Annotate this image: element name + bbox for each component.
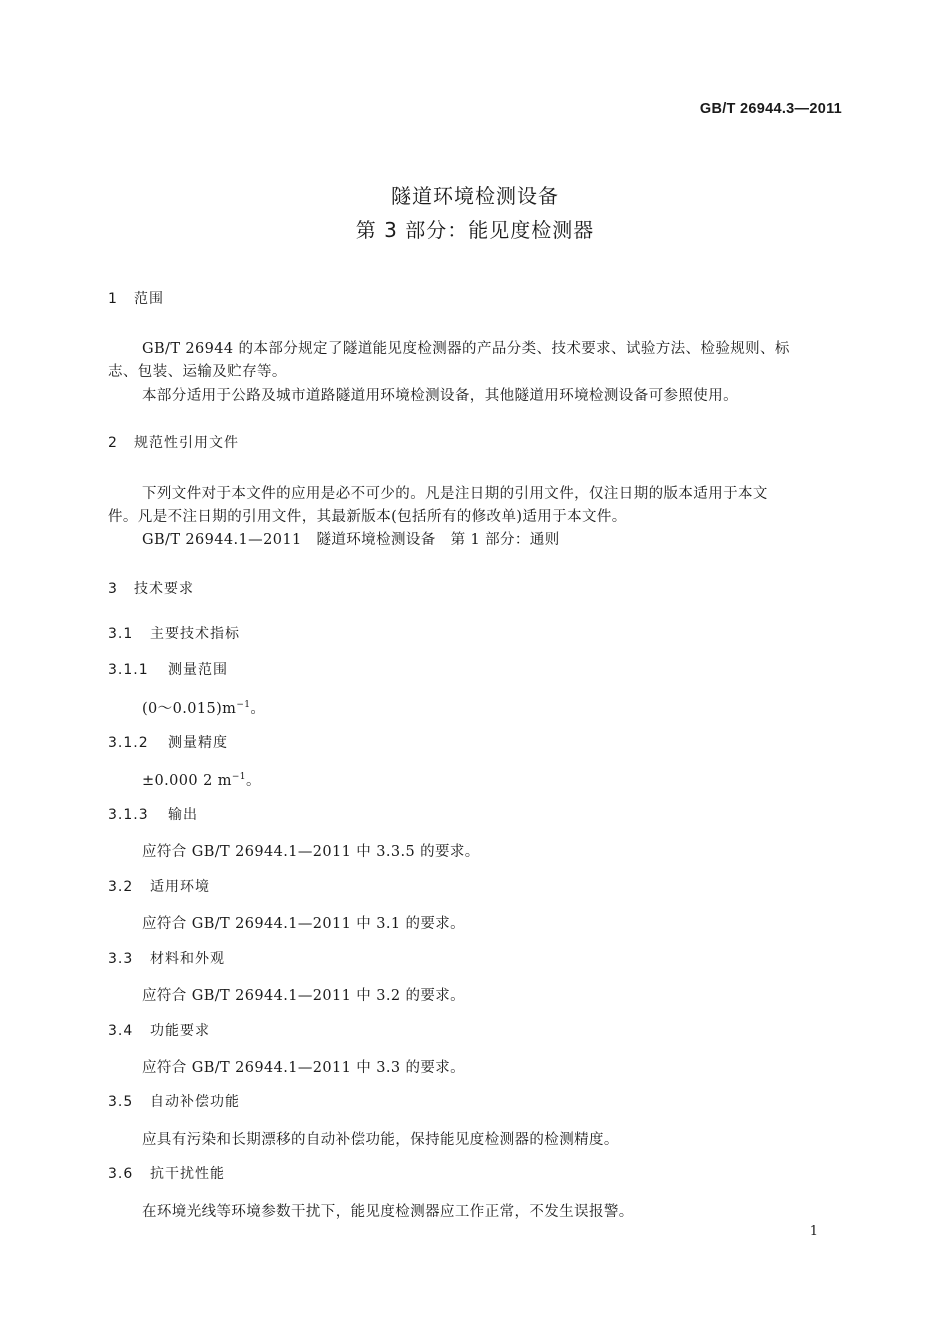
section-title: 主要技术指标 (150, 626, 240, 642)
section-3-4-heading (108, 1020, 210, 1040)
section-3-3-heading (108, 948, 225, 968)
section-3-3-text: 应符合 GB/T 26944.1—2011 中 3.2 的要求。 (142, 988, 466, 1004)
value-end: 。 (250, 701, 266, 717)
section-3-1-1-heading (108, 659, 228, 679)
value-end: 。 (245, 773, 261, 789)
section-number: 3 (108, 581, 118, 597)
section-number: 3.1.1 (108, 662, 149, 678)
section-2-para-1-line-2: 件。凡是不注日期的引用文件，其最新版本(包括所有的修改单)适用于本文件。 (108, 509, 627, 525)
section-3-6-text: 在环境光线等环境参数干扰下，能见度检测器应工作正常，不发生误报警。 (142, 1204, 634, 1220)
section-number: 3.2 (108, 879, 134, 895)
section-title: 抗干扰性能 (150, 1166, 225, 1182)
value-main: (0～0.015)m (142, 701, 237, 717)
section-3-1-3-text: 应符合 GB/T 26944.1—2011 中 3.3.5 的要求。 (142, 844, 480, 860)
section-3-6-heading (108, 1163, 225, 1183)
section-title: 范围 (134, 291, 164, 307)
section-number: 1 (108, 291, 118, 307)
normative-reference: GB/T 26944.1—2011 隧道环境检测设备 第 1 部分：通则 (142, 532, 560, 548)
section-number: 3.3 (108, 951, 134, 967)
section-number: 3.4 (108, 1023, 134, 1039)
value-exponent: −1 (236, 700, 251, 710)
section-title: 功能要求 (150, 1023, 210, 1039)
page-number: 1 (809, 1224, 818, 1239)
section-3-1-heading (108, 623, 240, 643)
section-1-heading (108, 288, 164, 308)
section-number: 3.5 (108, 1094, 134, 1110)
section-number: 3.1.3 (108, 807, 149, 823)
section-3-2-text: 应符合 GB/T 26944.1—2011 中 3.1 的要求。 (142, 916, 466, 932)
section-3-5-heading (108, 1091, 240, 1111)
document-title-line1: 隧道环境检测设备 (391, 184, 559, 208)
section-number: 3.6 (108, 1166, 134, 1182)
section-1-para-1-line-1: GB/T 26944 的本部分规定了隧道能见度检测器的产品分类、技术要求、试验方法、检验规则、标 (142, 341, 790, 357)
section-number: 3.1 (108, 626, 134, 642)
value-exponent: −1 (231, 772, 246, 782)
section-1-para-1-line-2: 志、包装、运输及贮存等。 (108, 364, 287, 380)
standard-code: GB/T 26944.3—2011 (699, 101, 842, 117)
section-title: 测量范围 (168, 662, 228, 678)
section-2-para-1-line-1: 下列文件对于本文件的应用是必不可少的。凡是注日期的引用文件，仅注日期的版本适用于本文 (142, 486, 768, 502)
section-title: 规范性引用文件 (134, 435, 239, 451)
document-title-line2: 第 3 部分：能见度检测器 (355, 218, 595, 242)
section-title: 材料和外观 (150, 951, 225, 967)
value-main: ±0.000 2 m (142, 773, 232, 789)
section-1-para-2: 本部分适用于公路及城市道路隧道用环境检测设备，其他隧道用环境检测设备可参照使用。 (142, 388, 738, 404)
section-title: 自动补偿功能 (150, 1094, 240, 1110)
section-number: 2 (108, 435, 118, 451)
section-3-heading (108, 578, 194, 598)
section-3-5-text: 应具有污染和长期漂移的自动补偿功能，保持能见度检测器的检测精度。 (142, 1132, 619, 1148)
section-3-4-text: 应符合 GB/T 26944.1—2011 中 3.3 的要求。 (142, 1060, 466, 1076)
section-title: 输出 (168, 807, 198, 823)
section-3-1-3-heading (108, 804, 198, 824)
section-2-heading (108, 432, 239, 452)
section-3-2-heading (108, 876, 210, 896)
section-3-1-2-heading (108, 732, 228, 752)
section-number: 3.1.2 (108, 735, 149, 751)
measurement-range-value (142, 697, 265, 718)
section-title: 适用环境 (150, 879, 210, 895)
section-title: 测量精度 (168, 735, 228, 751)
measurement-accuracy-value (142, 769, 261, 790)
section-title: 技术要求 (134, 581, 194, 597)
